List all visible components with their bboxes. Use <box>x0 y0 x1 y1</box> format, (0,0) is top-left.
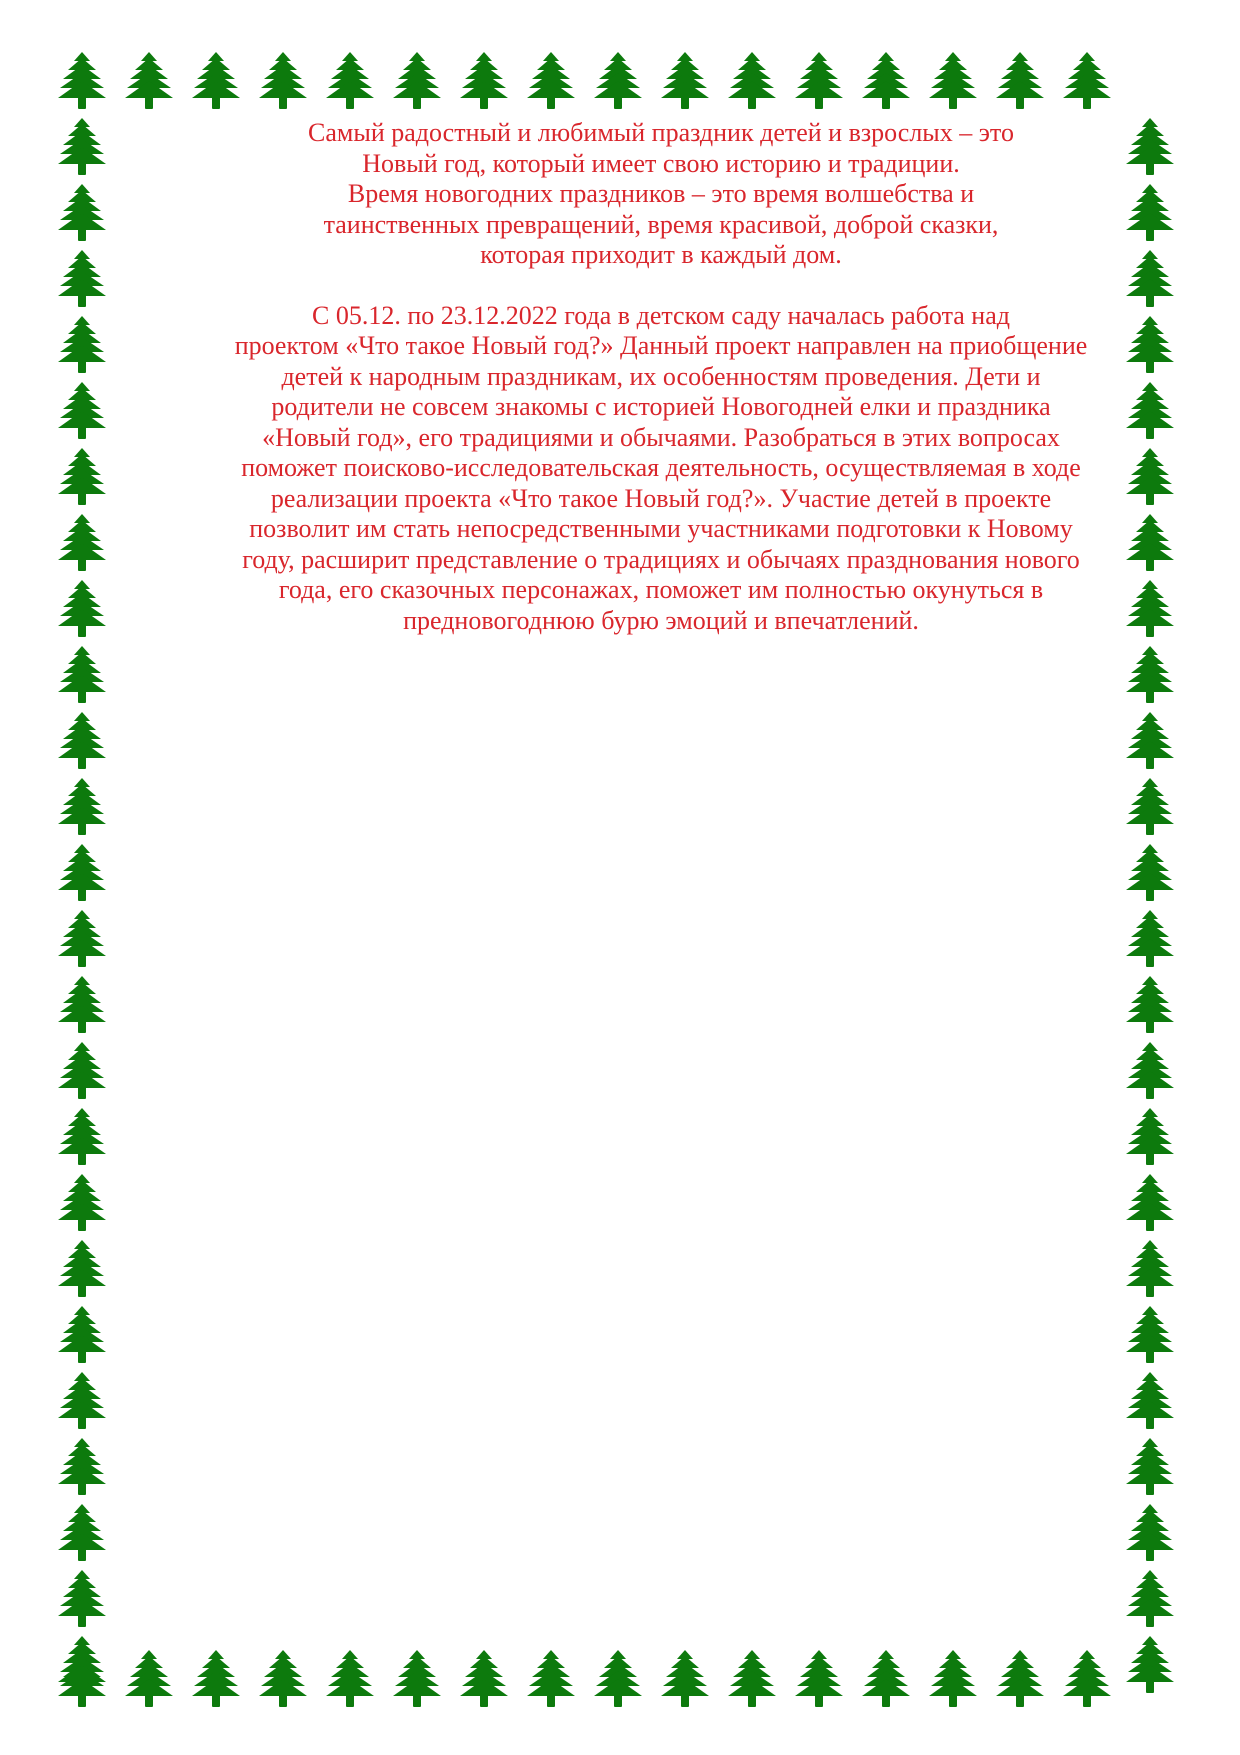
intro-line: Время новогодних праздников – это время волшебства и <box>347 179 975 208</box>
christmas-tree-icon <box>385 1646 449 1710</box>
christmas-tree-icon <box>586 48 650 112</box>
christmas-tree-icon <box>50 840 114 904</box>
project-line: родители не совсем знакомы с историей Новогодней елки и праздника <box>271 392 1051 421</box>
project-line: поможет поисково-исследовательская деятельность, осуществляемая в ходе <box>241 453 1081 482</box>
christmas-tree-icon <box>1118 1236 1182 1300</box>
christmas-tree-icon <box>50 1302 114 1366</box>
christmas-tree-icon <box>50 972 114 1036</box>
christmas-tree-icon <box>519 1646 583 1710</box>
christmas-tree-icon <box>586 1646 650 1710</box>
christmas-tree-icon <box>251 48 315 112</box>
christmas-tree-icon <box>1118 1170 1182 1234</box>
christmas-tree-icon <box>50 180 114 244</box>
christmas-tree-icon <box>50 48 114 112</box>
christmas-tree-icon <box>184 48 248 112</box>
christmas-tree-icon <box>50 708 114 772</box>
christmas-tree-icon <box>184 1646 248 1710</box>
project-line: году, расширит представление о традициях и обычаях празднования нового <box>242 544 1080 574</box>
christmas-tree-icon <box>1118 1104 1182 1168</box>
christmas-tree-icon <box>720 48 784 112</box>
christmas-tree-icon <box>653 1646 717 1710</box>
christmas-tree-icon <box>1118 1038 1182 1102</box>
christmas-tree-icon <box>50 906 114 970</box>
christmas-tree-icon <box>921 48 985 112</box>
project-line: проектом «Что такое Новый год?» Данный проект направлен на приобщение <box>234 331 1088 360</box>
christmas-tree-icon <box>1118 1368 1182 1432</box>
christmas-tree-icon <box>1118 972 1182 1036</box>
project-line: реализации проекта «Что такое Новый год?». Участие детей в проекте <box>270 483 1052 513</box>
christmas-tree-icon <box>854 48 918 112</box>
intro-paragraph <box>176 118 1146 271</box>
christmas-tree-icon <box>50 1632 114 1696</box>
christmas-tree-icon <box>50 576 114 640</box>
project-paragraph <box>176 301 1146 637</box>
christmas-tree-icon <box>318 48 382 112</box>
christmas-tree-icon <box>251 1646 315 1710</box>
christmas-tree-icon <box>117 48 181 112</box>
document-content <box>176 118 1146 636</box>
christmas-tree-icon <box>1118 1500 1182 1564</box>
christmas-tree-icon <box>50 1434 114 1498</box>
christmas-tree-icon <box>1118 1434 1182 1498</box>
christmas-tree-icon <box>385 48 449 112</box>
christmas-tree-icon <box>50 114 114 178</box>
intro-line: Самый радостный и любимый праздник детей и взрослых – это <box>308 118 1014 147</box>
christmas-tree-icon <box>50 1368 114 1432</box>
christmas-tree-icon <box>1055 48 1119 112</box>
christmas-tree-icon <box>787 1646 851 1710</box>
christmas-tree-icon <box>50 1236 114 1300</box>
christmas-tree-icon <box>50 444 114 508</box>
christmas-tree-icon <box>1055 1646 1119 1710</box>
christmas-tree-icon <box>988 1646 1052 1710</box>
christmas-tree-icon <box>50 312 114 376</box>
christmas-tree-icon <box>1118 906 1182 970</box>
project-line: предновогоднюю бурю эмоций и впечатлений. <box>403 605 919 635</box>
christmas-tree-icon <box>1118 708 1182 772</box>
christmas-tree-icon <box>1118 1302 1182 1366</box>
christmas-tree-icon <box>50 1170 114 1234</box>
christmas-tree-icon <box>50 1104 114 1168</box>
christmas-tree-icon <box>452 1646 516 1710</box>
intro-line: таинственных превращений, время красивой, доброй сказки, <box>323 209 999 239</box>
project-line: позволит им стать непосредственными участниками подготовки к Новому <box>249 514 1073 543</box>
christmas-tree-icon <box>318 1646 382 1710</box>
christmas-tree-icon <box>921 1646 985 1710</box>
christmas-tree-icon <box>1118 1632 1182 1696</box>
project-line: С 05.12. по 23.12.2022 года в детском саду началась работа над <box>312 300 1010 330</box>
project-line: «Новый год», его традициями и обычаями. Разобраться в этих вопросах <box>262 422 1060 452</box>
christmas-tree-icon <box>50 774 114 838</box>
intro-line: которая приходит в каждый дом. <box>480 240 842 269</box>
christmas-tree-icon <box>50 510 114 574</box>
christmas-tree-icon <box>50 1566 114 1630</box>
christmas-tree-icon <box>1118 1566 1182 1630</box>
christmas-tree-icon <box>988 48 1052 112</box>
christmas-tree-icon <box>854 1646 918 1710</box>
christmas-tree-icon <box>653 48 717 112</box>
christmas-tree-icon <box>1118 774 1182 838</box>
christmas-tree-icon <box>50 378 114 442</box>
christmas-tree-icon <box>787 48 851 112</box>
christmas-tree-icon <box>50 1038 114 1102</box>
christmas-tree-icon <box>452 48 516 112</box>
christmas-tree-icon <box>519 48 583 112</box>
christmas-tree-icon <box>117 1646 181 1710</box>
christmas-tree-icon <box>1118 840 1182 904</box>
project-line: года, его сказочных персонажах, поможет им полностью окунуться в <box>278 575 1044 604</box>
christmas-tree-icon <box>1118 642 1182 706</box>
project-line: детей к народным праздникам, их особенностям проведения. Дети и <box>281 361 1041 391</box>
christmas-tree-icon <box>50 642 114 706</box>
christmas-tree-icon <box>50 1500 114 1564</box>
christmas-tree-icon <box>720 1646 784 1710</box>
christmas-tree-icon <box>50 246 114 310</box>
intro-line: Новый год, который имеет свою историю и традиции. <box>362 148 960 178</box>
